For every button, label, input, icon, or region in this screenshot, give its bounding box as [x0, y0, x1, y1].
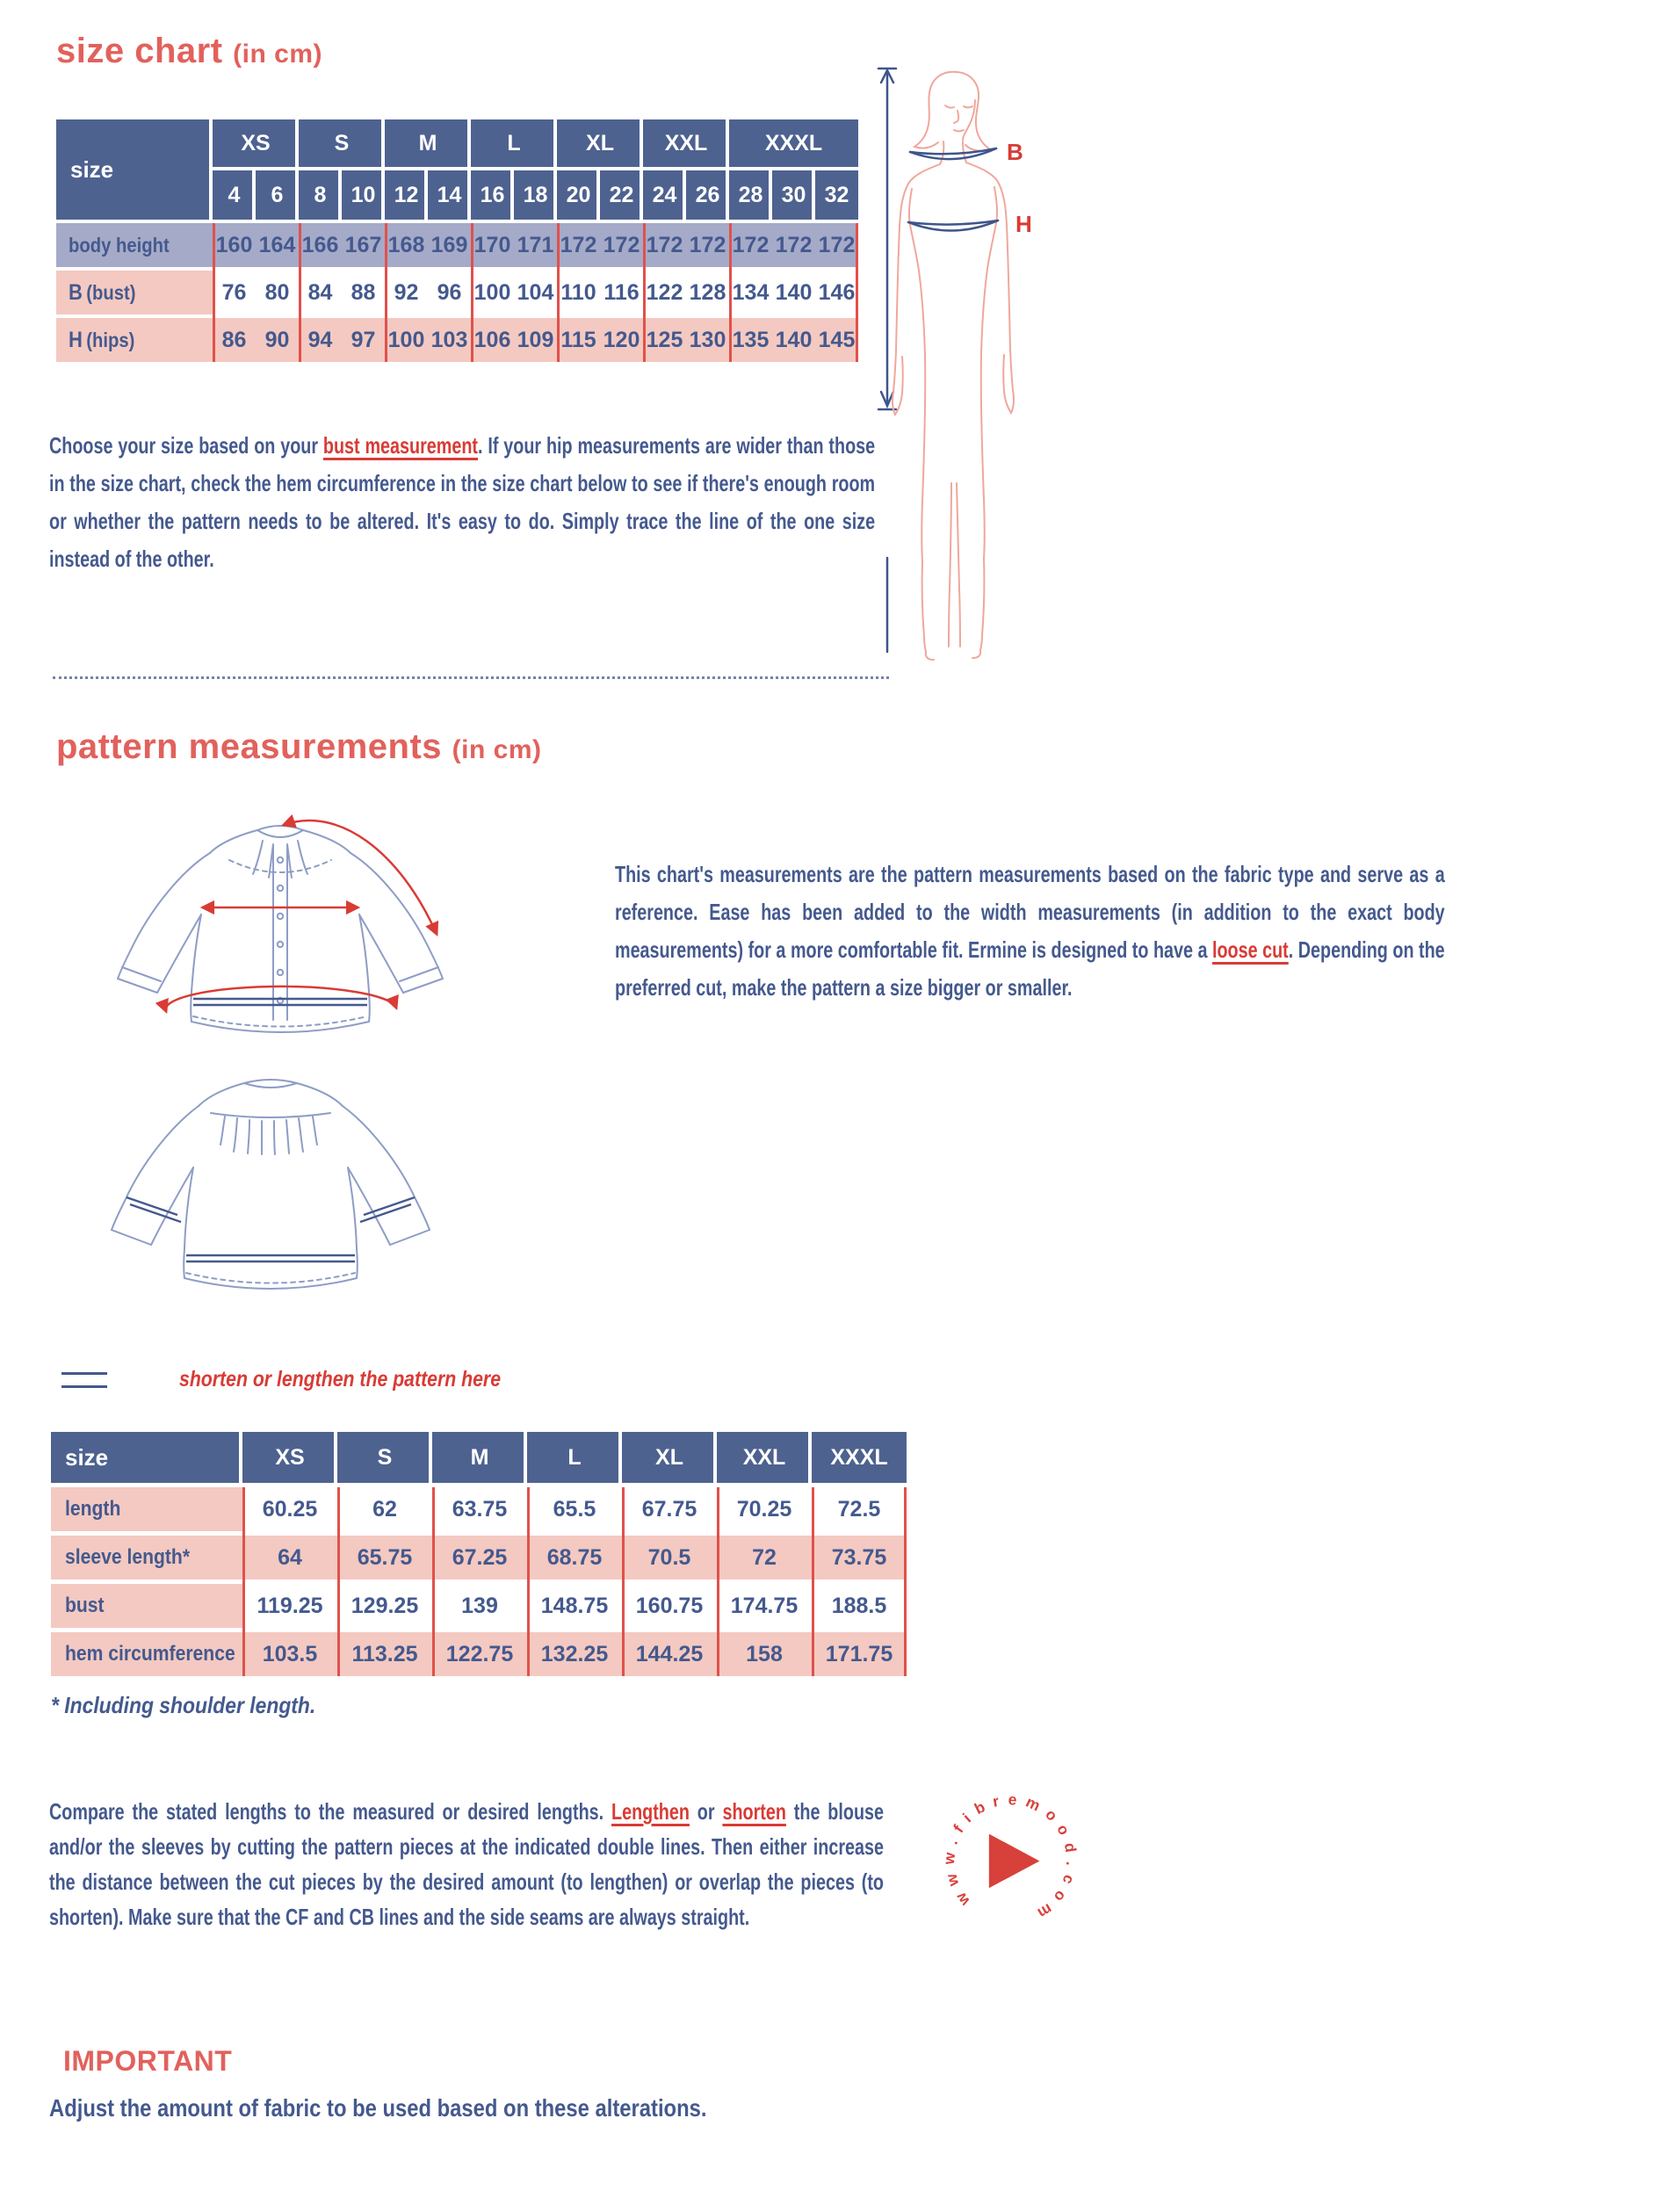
- pattern-value-cell: 67.25: [432, 1536, 527, 1579]
- measure-value-cell: 140: [772, 271, 815, 314]
- measure-value-cell: 110: [557, 271, 600, 314]
- group-separator-line: [432, 1487, 435, 1676]
- measure-value-cell: 135: [729, 318, 772, 362]
- measure-value-cell: 90: [256, 318, 299, 362]
- group-separator-line: [337, 1487, 340, 1676]
- pattern-value-cell: 67.75: [622, 1487, 717, 1531]
- pattern-value-cell: 73.75: [812, 1536, 907, 1579]
- measure-value-cell: 103: [428, 318, 471, 362]
- alteration-note: [49, 1794, 884, 1934]
- size-number-header: 22: [600, 170, 643, 220]
- pattern-value-cell: 113.25: [337, 1632, 432, 1676]
- measure-value-cell: 125: [643, 318, 686, 362]
- group-separator-line: [643, 223, 646, 362]
- pattern-value-cell: 139: [432, 1584, 527, 1628]
- pattern-value-cell: 188.5: [812, 1584, 907, 1628]
- group-separator-line: [527, 1487, 530, 1676]
- pattern-value-cell: 122.75: [432, 1632, 527, 1676]
- note-text: . If your hip measurements are wider than those in the size chart, check the hem circumference in the size chart below to see if there's enough room or whether the pattern needs to be altered. It's easy to do. Simply trace the line of the one size instead of the other.: [49, 432, 876, 572]
- size-group-header: XL: [557, 119, 643, 167]
- legend-text: shorten or lengthen the pattern here: [179, 1367, 502, 1392]
- measure-value-cell: 122: [643, 271, 686, 314]
- size-number-header: 26: [686, 170, 729, 220]
- measure-value-cell: 172: [600, 223, 643, 267]
- pattern-value-cell: 64: [242, 1536, 337, 1579]
- pattern-measurements-grid: [51, 1432, 907, 1676]
- pattern-value-cell: 129.25: [337, 1584, 432, 1628]
- measure-value-cell: 128: [686, 271, 729, 314]
- pattern-value-cell: 72.5: [812, 1487, 907, 1531]
- pattern-value-cell: 160.75: [622, 1584, 717, 1628]
- measure-value-cell: 134: [729, 271, 772, 314]
- note-text: or: [689, 1798, 723, 1825]
- measure-value-cell: 104: [514, 271, 557, 314]
- hips-marker-label: H: [1015, 211, 1032, 237]
- shorten-lengthen-legend: [61, 1367, 558, 1392]
- pattern-size-header: XS: [242, 1432, 337, 1483]
- measure-value-cell: 171: [514, 223, 557, 267]
- pattern-size-header: XL: [622, 1432, 717, 1483]
- size-number-header: 10: [342, 170, 385, 220]
- pattern-value-cell: 60.25: [242, 1487, 337, 1531]
- measure-value-cell: 146: [815, 271, 858, 314]
- blouse-front-illustration: [48, 804, 514, 1050]
- pattern-value-cell: 158: [717, 1632, 812, 1676]
- bust-marker-label: B: [1007, 139, 1023, 165]
- measure-row-label: [56, 223, 213, 267]
- group-separator-line: [812, 1487, 814, 1676]
- measure-row-label-text: H (hips): [69, 327, 135, 352]
- pattern-row-label-text: sleeve length*: [65, 1545, 191, 1569]
- highlighted-term: shorten: [722, 1798, 786, 1825]
- pattern-value-cell: 62: [337, 1487, 432, 1531]
- measure-value-cell: 170: [471, 223, 514, 267]
- measure-value-cell: 168: [385, 223, 428, 267]
- pattern-title-unit: (in cm): [452, 735, 542, 764]
- measure-value-cell: 172: [772, 223, 815, 267]
- size-number-header: 14: [428, 170, 471, 220]
- fibre-mood-logo: [929, 1782, 1092, 1944]
- blouse-front-lines: [118, 826, 443, 1032]
- section-divider: [53, 676, 889, 679]
- size-number-header: 30: [772, 170, 815, 220]
- body-measurement-figure: [870, 61, 1041, 676]
- pattern-value-cell: 70.5: [622, 1536, 717, 1579]
- size-chart-corner-label: size: [56, 119, 213, 220]
- note-text: the blouse and/or the sleeves by cutting the pattern pieces at the indicated double lines. Then either increase the distance between the cut pieces by the desired amount (to lengthen) or overlap the pieces (to shorten). Make sure that the CF and CB lines and the side seams are always straight.: [49, 1798, 884, 1930]
- pattern-value-cell: 65.5: [527, 1487, 622, 1531]
- measure-value-cell: 172: [815, 223, 858, 267]
- measure-value-cell: 130: [686, 318, 729, 362]
- important-title: IMPORTANT: [63, 2045, 233, 2077]
- measure-row-label-text: B (bust): [69, 279, 136, 305]
- pattern-value-cell: 119.25: [242, 1584, 337, 1628]
- highlighted-term: bust measurement: [322, 432, 478, 459]
- highlighted-term: loose cut: [1211, 936, 1289, 963]
- pattern-value-cell: 148.75: [527, 1584, 622, 1628]
- size-chart-unit: (in cm): [233, 40, 322, 69]
- group-separator-line: [904, 1487, 907, 1676]
- size-chart-title-text: size chart: [56, 32, 223, 70]
- pattern-measurements-title: [56, 727, 542, 767]
- size-group-header: L: [471, 119, 557, 167]
- size-number-header: 28: [729, 170, 772, 220]
- measure-row-label-text: body height: [69, 233, 170, 257]
- size-number-header: 12: [385, 170, 428, 220]
- pattern-size-header: XXXL: [812, 1432, 907, 1483]
- pattern-value-cell: 103.5: [242, 1632, 337, 1676]
- size-group-header: S: [299, 119, 385, 167]
- pattern-value-cell: 68.75: [527, 1536, 622, 1579]
- measure-value-cell: 172: [557, 223, 600, 267]
- pattern-row-label: [51, 1632, 242, 1676]
- measure-value-cell: 167: [342, 223, 385, 267]
- measure-value-cell: 172: [729, 223, 772, 267]
- measure-value-cell: 160: [213, 223, 256, 267]
- measure-value-cell: 116: [600, 271, 643, 314]
- size-number-header: 8: [299, 170, 342, 220]
- measure-value-cell: 97: [342, 318, 385, 362]
- pattern-value-cell: 63.75: [432, 1487, 527, 1531]
- size-number-header: 20: [557, 170, 600, 220]
- measure-value-cell: 169: [428, 223, 471, 267]
- blouse-back-illustration: [53, 1059, 492, 1309]
- group-separator-line: [299, 223, 301, 362]
- important-text: Adjust the amount of fabric to be used based on these alterations.: [49, 2094, 707, 2122]
- group-separator-line: [242, 1487, 245, 1676]
- pattern-value-cell: 144.25: [622, 1632, 717, 1676]
- pattern-value-cell: 65.75: [337, 1536, 432, 1579]
- pattern-value-cell: 132.25: [527, 1632, 622, 1676]
- note-text: This chart's measurements are the pattern measurements based on the fabric type and serve as a reference. Ease has been added to the width measurements (in addition to the exact body measurements) for a more comfortable fit. Ermine is designed to have a: [615, 861, 1445, 963]
- pattern-row-label: [51, 1584, 242, 1628]
- pattern-table-corner-label: size: [51, 1432, 242, 1483]
- measure-value-cell: 115: [557, 318, 600, 362]
- measure-value-cell: 145: [815, 318, 858, 362]
- measure-value-cell: 172: [643, 223, 686, 267]
- pattern-value-cell: 72: [717, 1536, 812, 1579]
- measure-value-cell: 100: [385, 318, 428, 362]
- highlighted-term: Lengthen: [611, 1798, 690, 1825]
- pattern-size-header: XXL: [717, 1432, 812, 1483]
- group-separator-line: [622, 1487, 625, 1676]
- pattern-row-label-text: bust: [65, 1594, 105, 1617]
- blouse-back-lines: [112, 1080, 430, 1289]
- measure-value-cell: 140: [772, 318, 815, 362]
- size-group-header: XXL: [643, 119, 729, 167]
- measure-row-label: [56, 318, 213, 362]
- pattern-value-cell: 171.75: [812, 1632, 907, 1676]
- front-shorten-lines: [193, 999, 367, 1005]
- size-number-header: 32: [815, 170, 858, 220]
- shoulder-length-footnote: * Including shoulder length.: [51, 1692, 316, 1718]
- size-chart-grid: [56, 119, 858, 362]
- front-measure-arrows: [166, 820, 437, 1011]
- back-shorten-lines: [126, 1197, 415, 1261]
- pattern-row-label-text: hem circumference: [65, 1642, 235, 1666]
- measure-value-cell: 172: [686, 223, 729, 267]
- measure-value-cell: 96: [428, 271, 471, 314]
- measure-value-cell: 80: [256, 271, 299, 314]
- measure-value-cell: 106: [471, 318, 514, 362]
- size-group-header: XXXL: [729, 119, 858, 167]
- measure-value-cell: 109: [514, 318, 557, 362]
- group-separator-line: [557, 223, 560, 362]
- pattern-value-cell: 174.75: [717, 1584, 812, 1628]
- group-separator-line: [213, 223, 215, 362]
- measure-value-cell: 84: [299, 271, 342, 314]
- measure-value-cell: 120: [600, 318, 643, 362]
- size-group-header: XS: [213, 119, 299, 167]
- note-text: Choose your size based on your: [49, 432, 323, 459]
- pattern-note: [615, 856, 1445, 1007]
- measure-value-cell: 76: [213, 271, 256, 314]
- group-separator-line: [729, 223, 732, 362]
- pattern-value-cell: 70.25: [717, 1487, 812, 1531]
- measure-value-cell: 88: [342, 271, 385, 314]
- group-separator-line: [856, 223, 858, 362]
- measure-value-cell: 166: [299, 223, 342, 267]
- pattern-size-header: S: [337, 1432, 432, 1483]
- measure-value-cell: 86: [213, 318, 256, 362]
- note-text: Compare the stated lengths to the measured or desired lengths.: [49, 1798, 612, 1825]
- pattern-row-label: [51, 1536, 242, 1579]
- group-separator-line: [385, 223, 387, 362]
- pattern-title-text: pattern measurements: [56, 727, 443, 766]
- measure-row-label: [56, 271, 213, 314]
- size-number-header: 18: [514, 170, 557, 220]
- bust-hip-ellipses: [908, 148, 998, 231]
- size-number-header: 6: [256, 170, 299, 220]
- measure-value-cell: 164: [256, 223, 299, 267]
- pattern-row-label-text: length: [65, 1497, 121, 1521]
- size-note: [49, 427, 875, 578]
- size-chart-title: [56, 32, 322, 71]
- group-separator-line: [717, 1487, 719, 1676]
- size-number-header: 24: [643, 170, 686, 220]
- pattern-size-header: L: [527, 1432, 622, 1483]
- group-separator-line: [471, 223, 473, 362]
- pattern-size-header: M: [432, 1432, 527, 1483]
- measure-value-cell: 94: [299, 318, 342, 362]
- measure-value-cell: 92: [385, 271, 428, 314]
- pattern-row-label: [51, 1487, 242, 1531]
- play-triangle-icon: [989, 1834, 1040, 1889]
- logo-circular-text: www.fibremood.com: [939, 1789, 1081, 1926]
- note-text: . Depending on the preferred cut, make the pattern a size bigger or smaller.: [615, 936, 1445, 1001]
- height-measure-arrow: [878, 69, 896, 652]
- double-line-icon: [61, 1372, 107, 1388]
- measure-value-cell: 100: [471, 271, 514, 314]
- size-number-header: 16: [471, 170, 514, 220]
- size-number-header: 4: [213, 170, 256, 220]
- size-group-header: M: [385, 119, 471, 167]
